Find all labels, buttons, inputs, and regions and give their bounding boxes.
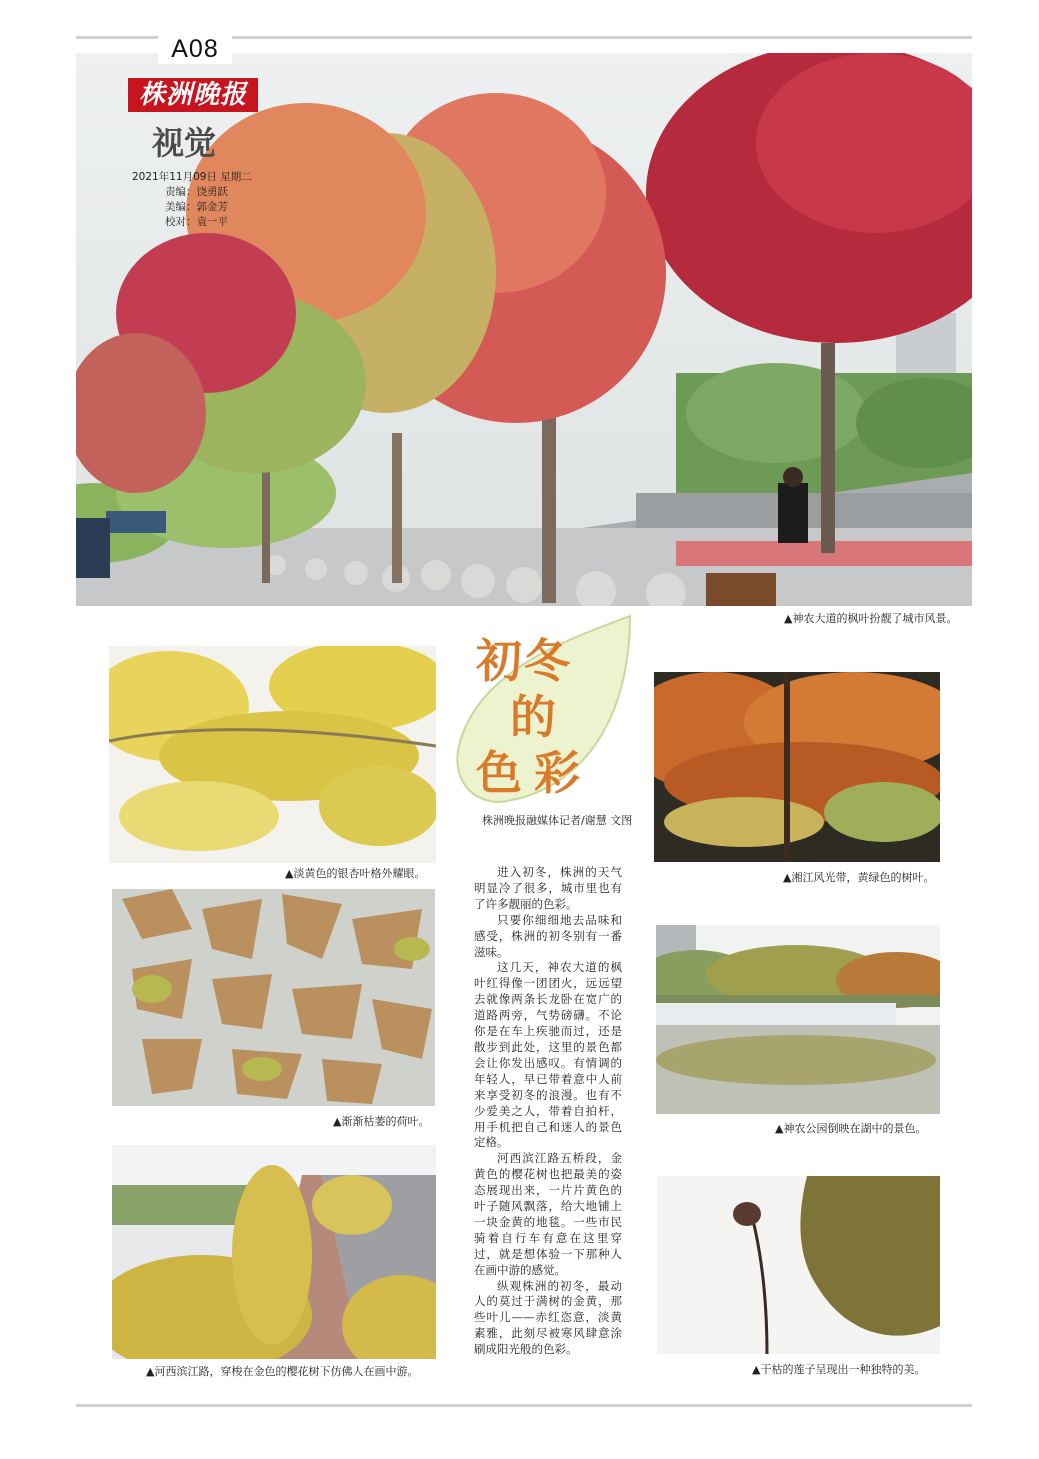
caption-lotus: ▲渐渐枯萎的荷叶。 [333,1115,430,1128]
page-number: A08 [158,34,232,64]
article-body [474,865,622,1358]
title-char-4: 色 [476,746,522,800]
article-paragraph: 这几天，神农大道的枫叶红得像一团团火，远远望去就像两条长龙卧在宽广的道路两旁，气势磅礴。不论你是在车上疾驰而过，还是散步到此处，这里的景色都会让你发出感叹。有情调的年轻人，早已带着意中人前来享受初冬的浪漫。也有不少爱美之人，带着自拍杆，用手机把自己和迷人的景色定格。 [474,960,622,1150]
title-char-3: 的 [510,690,556,744]
article-paragraph: 河西滨江路五桥段，金黄色的樱花树也把最美的姿态展现出来，一片片黄色的叶子随风飘落，给大地铺上一块金黄的地毯。一些市民骑着自行车有意在这里穿过，就是想体验一下那种人在画中游的感觉。 [474,1151,622,1277]
photo-xiangjiang-trees [654,672,940,862]
photo-ginkgo [109,646,436,863]
title-char-2: 冬 [524,634,570,688]
caption-xiangjiang: ▲湘江风光带，黄绿色的树叶。 [783,871,935,884]
article-paragraph: 纵观株洲的初冬，最动人的莫过于满树的金黄，那些叶儿——赤红恣意，淡黄素雅，此刻尽被寒风肆意涂刷成阳光般的色彩。 [474,1278,622,1357]
caption-hero: ▲神农大道的枫叶扮靓了城市风景。 [784,612,958,625]
designer-credit: 美编：郭金芳 [165,201,228,213]
photo-lotus-pod [657,1176,940,1354]
caption-park: ▲神农公园倒映在湖中的景色。 [775,1122,927,1135]
caption-road: ▲河西滨江路，穿梭在金色的樱花树下仿佛人在画中游。 [146,1365,419,1378]
masthead-logo: 株洲晚报 [128,78,258,112]
bottom-rule [76,1404,972,1407]
caption-lotuspod: ▲干枯的莲子呈现出一种独特的美。 [752,1363,926,1376]
photo-withered-lotus [112,889,435,1106]
title-char-1: 初 [476,634,522,688]
caption-ginkgo: ▲淡黄色的银杏叶格外耀眼。 [285,867,426,880]
article-paragraph: 只要你细细地去品味和感受，株洲的初冬别有一番滋味。 [474,912,622,959]
photo-riverside-road [112,1145,436,1359]
section-title: 视觉 [152,124,217,162]
article-paragraph: 进入初冬，株洲的天气明显冷了很多，城市里也有了许多靓丽的色彩。 [474,865,622,911]
editor-credit: 责编：饶勇跃 [165,186,228,198]
title-char-5: 彩 [534,746,580,800]
feature-title [440,612,650,812]
photo-shennong-park [656,925,940,1114]
byline: 株洲晚报融媒体记者/谢慧 文图 [482,814,633,827]
proofreader-credit: 校对：袁一平 [165,216,228,228]
issue-date: 2021年11月09日 星期二 [132,171,252,183]
